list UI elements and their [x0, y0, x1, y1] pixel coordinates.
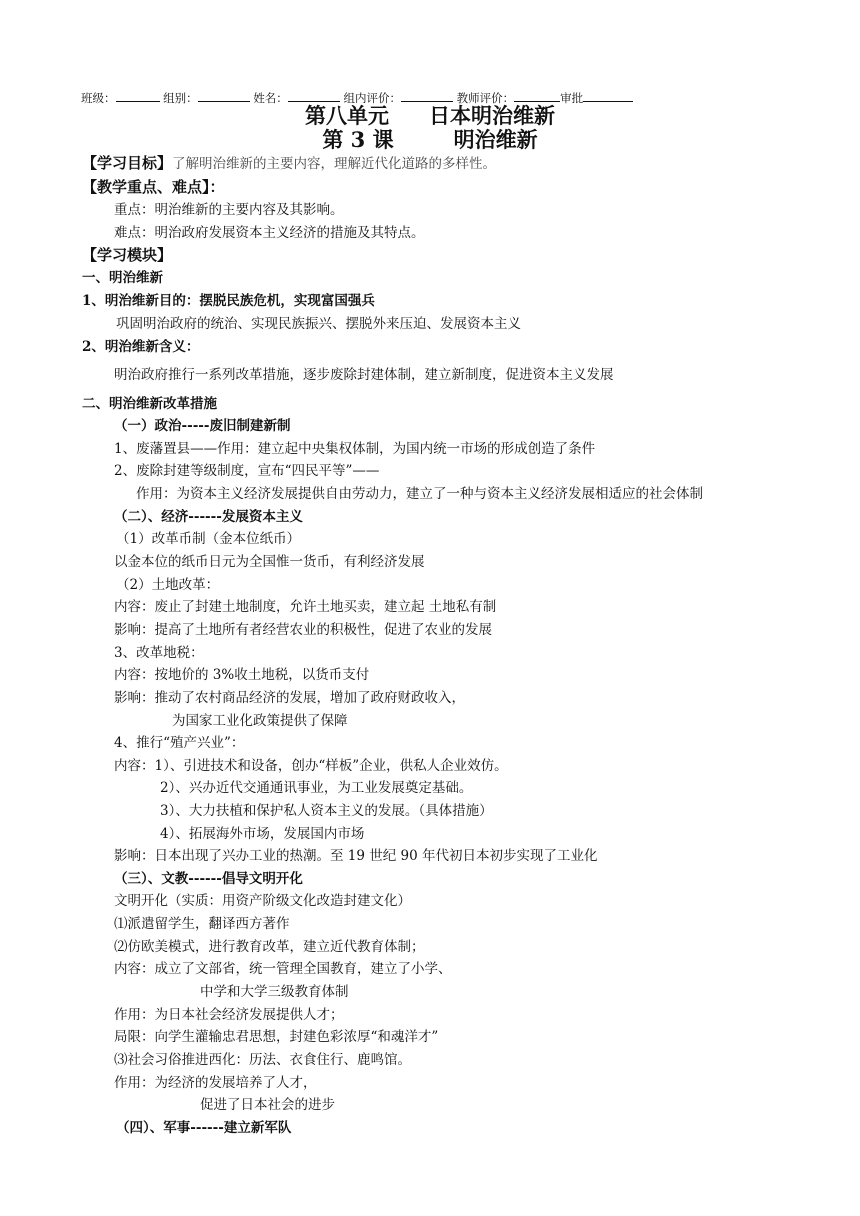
economy-industry: 4、推行“殖产兴业”：	[114, 735, 245, 751]
group-blank[interactable]	[198, 89, 250, 102]
economy-tax: 3、改革地税：	[114, 645, 204, 661]
name-blank[interactable]	[288, 89, 340, 102]
key-point-text: 重点：明治维新的主要内容及其影响。	[114, 202, 344, 218]
military-heading: （四）、军事------建立新军队	[116, 1120, 292, 1136]
economy-heading: （二）、经济------发展资本主义	[114, 509, 303, 525]
teacher-eval-blank[interactable]	[514, 89, 560, 102]
group-eval-blank[interactable]	[401, 89, 453, 102]
culture-c2-effect: 作用：为日本社会经济发展提供人才；	[114, 1007, 344, 1023]
economy-industry-c1: 内容：1）、引进技术和设备，创办“样板”企业，供私人企业效仿。	[114, 758, 508, 774]
economy-industry-effect: 影响：日本出现了兴办工业的热潮。至 19 世纪 90 年代初日本初步实现了工业化	[114, 848, 598, 864]
economy-land-content: 内容：废止了封建土地制度，允许土地买卖，建立起 土地私有制	[114, 599, 497, 615]
economy-industry-c4: 4）、拓展海外市场，发展国内市场	[160, 826, 365, 842]
part1-q1-detail: 巩固明治政府的统治、实现民族振兴、摆脱外来压迫、发展资本主义	[116, 316, 521, 332]
economy-currency: （1）改革币制（金本位纸币）	[116, 531, 301, 547]
economy-currency-detail: 以金本位的纸币日元为全国惟一货币，有利经济发展	[114, 554, 425, 570]
part2-heading: 二、明治维新改革措施	[82, 396, 217, 412]
group-eval-label: 组内评价：	[343, 91, 401, 105]
unit-number: 第八单元	[305, 103, 389, 128]
economy-industry-c3: 3）、大力扶植和保护私人资本主义的发展。（具体措施）	[160, 803, 493, 819]
economy-tax-effect2: 为国家工业化政策提供了保障	[172, 713, 348, 729]
politics-item2-effect: 作用：为资本主义经济发展提供自由劳动力，建立了一种与资本主义经济发展相适应的社会体制	[136, 486, 703, 502]
politics-item2: 2、废除封建等级制度，宣布“四民平等”——	[114, 463, 380, 479]
economy-industry-c2: 2）、兴办近代交通通讯事业，为工业发展奠定基础。	[160, 780, 473, 796]
culture-c1: ⑴派遣留学生，翻译西方著作	[114, 916, 290, 932]
culture-c3-effect2: 促进了日本社会的进步	[200, 1097, 335, 1113]
teacher-eval-label: 教师评价：	[456, 91, 515, 105]
class-blank[interactable]	[116, 89, 160, 102]
culture-c3: ⑶社会习俗推进西化：历法、衣食住行、鹿鸣馆。	[114, 1052, 411, 1068]
approve-label: 审批	[560, 91, 584, 105]
lesson-title	[0, 127, 860, 153]
part1-q2-detail: 明治政府推行一系列改革措施，逐步废除封建体制，建立新制度，促进资本主义发展	[114, 367, 614, 383]
culture-c3-effect1: 作用：为经济的发展培养了人才，	[114, 1075, 317, 1091]
culture-c2-limit: 局限：向学生灌输忠君思想，封建色彩浓厚“和魂洋才”	[114, 1029, 439, 1045]
politics-item1: 1、废藩置县——作用：建立起中央集权体制，为国内统一市场的形成创造了条件	[114, 441, 596, 457]
economy-tax-content: 内容：按地价的 3%收土地税，以货币支付	[114, 667, 370, 683]
difficult-point-text: 难点：明治政府发展资本主义经济的措施及其特点。	[114, 225, 425, 241]
key-points-label: 【教学重点、难点】：	[82, 178, 225, 196]
unit-title	[0, 103, 860, 129]
economy-land: （2）土地改革：	[116, 577, 220, 593]
group-label: 组别：	[163, 91, 198, 105]
politics-heading: （一）政治-----废旧制建新制	[114, 418, 291, 434]
approve-blank[interactable]	[583, 89, 633, 102]
lesson-number: 第 3 课	[322, 127, 394, 152]
learning-goal	[82, 153, 496, 174]
module-label: 【学习模块】	[82, 246, 173, 264]
goal-label: 【学习目标】	[82, 154, 173, 172]
economy-tax-effect1: 影响：推动了农村商品经济的发展，增加了政府财政收入，	[114, 690, 465, 706]
culture-c2-content2: 中学和大学三级教育体制	[200, 984, 349, 1000]
part1-q1: 1、明治维新目的：摆脱民族危机，实现富国强兵	[82, 293, 375, 309]
part1-heading: 一、明治维新	[82, 270, 163, 286]
culture-intro: 文明开化（实质：用资产阶级文化改造封建文化）	[114, 893, 411, 909]
lesson-name: 明治维新	[453, 127, 538, 152]
culture-c2: ⑵仿欧美模式，进行教育改革，建立近代教育体制；	[114, 939, 425, 955]
part1-q2: 2、明治维新含义：	[82, 339, 200, 355]
name-label: 姓名：	[253, 91, 288, 105]
culture-heading: （三）、文教------倡导文明开化	[114, 871, 303, 887]
economy-land-effect: 影响：提高了土地所有者经营农业的积极性，促进了农业的发展	[114, 622, 492, 638]
culture-c2-content1: 内容：成立了文部省，统一管理全国教育，建立了小学、	[114, 961, 452, 977]
goal-text: 了解明治维新的主要内容，理解近代化道路的多样性。	[172, 156, 497, 172]
unit-name: 日本明治维新	[429, 103, 555, 128]
class-label: 班级：	[81, 91, 116, 105]
